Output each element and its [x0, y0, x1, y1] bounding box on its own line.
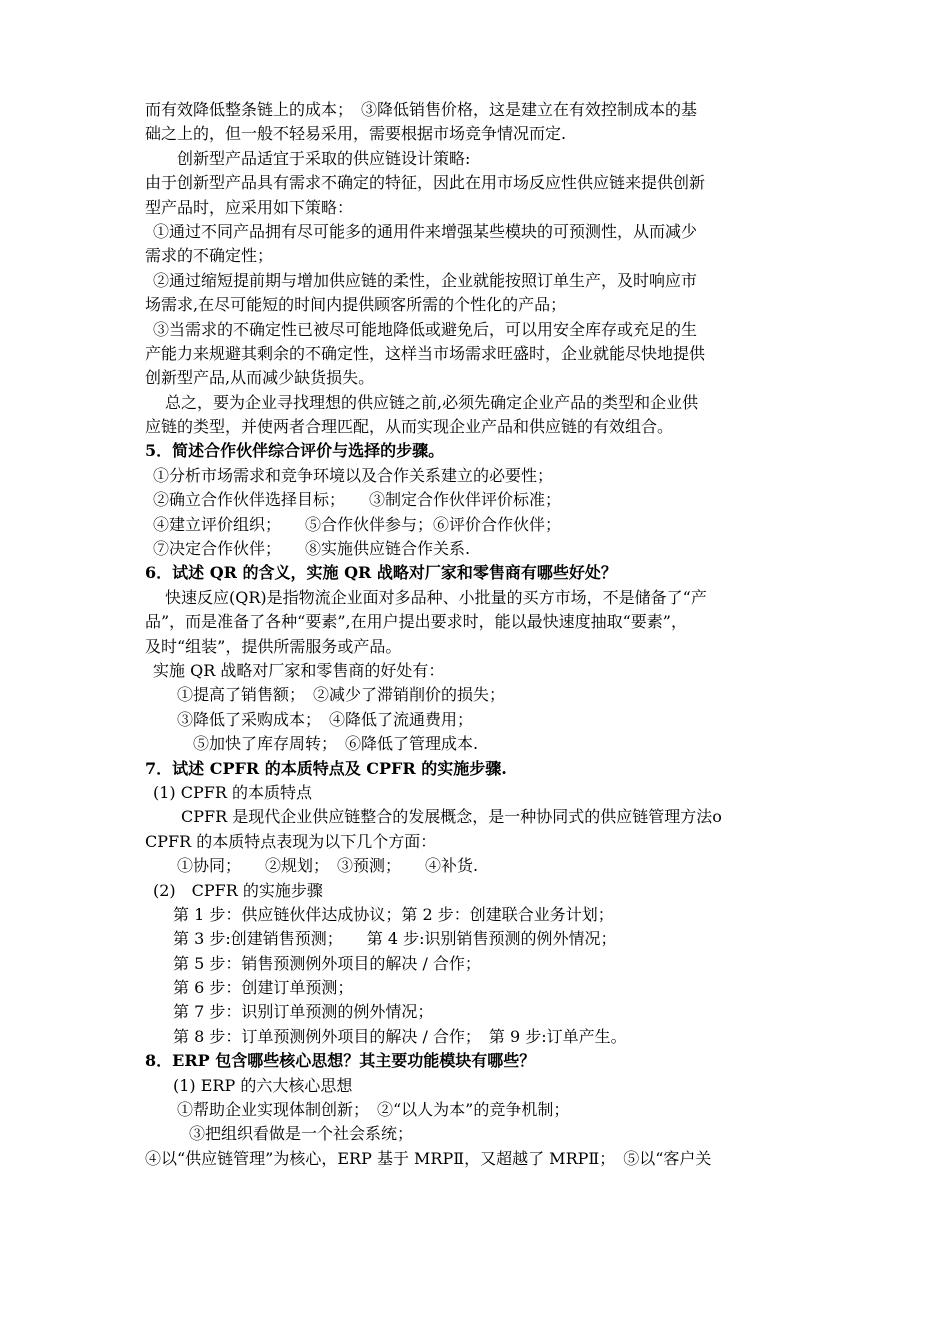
text-line: 第 1 步：供应链伙伴达成协议；第 2 步：创建联合业务计划； — [173, 904, 614, 924]
text-line: 实施 QR 战略对厂家和零售商的好处有： — [153, 660, 445, 680]
text-line: ①通过不同产品拥有尽可能多的通用件来增强某些模块的可预测性，从而减少 — [153, 221, 698, 241]
text-line: (2) CPFR 的实施步骤 — [153, 880, 323, 900]
text-line: (1) CPFR 的本质特点 — [153, 782, 312, 802]
text-line: ③降低了采购成本； ④降低了流通费用； — [177, 709, 474, 729]
text-line: 产能力来规避其剩余的不确定性，这样当市场需求旺盛时，企业就能尽快地提供 — [145, 343, 706, 363]
text-line: 创新型产品,从而减少缺货损失。 — [145, 368, 375, 388]
text-line: ③把组织看做是一个社会系统； — [189, 1124, 414, 1144]
text-line: 第 6 步：创建订单预测； — [173, 978, 354, 998]
text-line: ⑦决定合作伙伴； ⑧实施供应链合作关系. — [153, 539, 471, 559]
text-line: 型产品时，应采用如下策略： — [145, 197, 354, 217]
text-line: (1) ERP 的六大核心思想 — [173, 1075, 353, 1095]
text-line: ①分析市场需求和竞争环境以及合作关系建立的必要性； — [153, 465, 554, 485]
text-line: ①协同； ②规划； ③预测； ④补货. — [177, 856, 479, 876]
text-line: ④以“供应链管理”为核心，ERP 基于 MRPⅡ，又超越了 MRPⅡ； ⑤以“客户关 — [145, 1148, 712, 1168]
text-line: 快速反应(QR)是指物流企业面对多品种、小批量的买方市场，不是储备了“产 — [165, 587, 707, 607]
section-heading: 8．ERP 包含哪些核心思想？其主要功能模块有哪些？ — [145, 1051, 536, 1071]
text-line: 由于创新型产品具有需求不确定的特征，因此在用市场反应性供应链来提供创新 — [145, 173, 706, 193]
text-line: 础之上的，但一般不轻易采用，需要根据市场竞争情况而定. — [145, 124, 567, 144]
text-line: 第 5 步：销售预测例外项目的解决 / 合作； — [173, 953, 481, 973]
text-line: 需求的不确定性； — [145, 246, 274, 266]
text-line: 应链的类型，并使两者合理匹配，从而实现企业产品和供应链的有效组合。 — [145, 417, 674, 437]
text-line: CPFR 的本质特点表现为以下几个方面： — [145, 831, 437, 851]
text-line: ①帮助企业实现体制创新； ②“以人为本”的竞争机制； — [177, 1100, 570, 1120]
text-line: ②确立合作伙伴选择目标； ③制定合作伙伴评价标准； — [153, 490, 562, 510]
section-heading: 5．简述合作伙伴综合评价与选择的步骤。 — [145, 441, 445, 461]
text-line: 场需求,在尽可能短的时间内提供顾客所需的个性化的产品； — [145, 295, 567, 315]
text-line: 第 3 步:创建销售预测； 第 4 步:识别销售预测的例外情况； — [173, 929, 617, 949]
text-line: 第 7 步：识别订单预测的例外情况； — [173, 1002, 434, 1022]
text-line: ⑤加快了库存周转； ⑥降低了管理成本. — [193, 734, 479, 754]
text-line: CPFR 是现代企业供应链整合的发展概念，是一种协同式的供应链管理方法ο — [181, 807, 722, 827]
text-line: 第 8 步：订单预测例外项目的解决 / 合作； 第 9 步:订单产生。 — [173, 1026, 627, 1046]
text-line: 而有效降低整条链上的成本； ③降低销售价格，这是建立在有效控制成本的基 — [145, 100, 698, 119]
section-heading: 7．试述 CPFR 的本质特点及 CPFR 的实施步骤. — [145, 758, 507, 778]
section-heading: 6．试述 QR 的含义，实施 QR 战略对厂家和零售商有哪些好处？ — [145, 563, 617, 583]
text-line: ②通过缩短提前期与增加供应链的柔性，企业就能按照订单生产，及时响应市 — [153, 270, 698, 290]
text-line: 品”，而是准备了各种“要素”,在用户提出要求时，能以最快速度抽取“要素”， — [145, 612, 687, 632]
document-body — [145, 98, 810, 1171]
text-line: ①提高了销售额； ②减少了滞销削价的损失； — [177, 685, 506, 705]
text-line: 创新型产品适宜于采取的供应链设计策略: — [177, 148, 471, 168]
text-line: 总之，要为企业寻找理想的供应链之前,必须先确定企业产品的类型和企业供 — [165, 392, 699, 412]
text-line: ③当需求的不确定性已被尽可能地降低或避免后，可以用安全库存或充足的生 — [153, 319, 698, 339]
text-line: ④建立评价组织； ⑤合作伙伴参与；⑥评价合作伙伴； — [153, 514, 562, 534]
text-line: 及时“组装”，提供所需服务或产品。 — [145, 636, 402, 656]
